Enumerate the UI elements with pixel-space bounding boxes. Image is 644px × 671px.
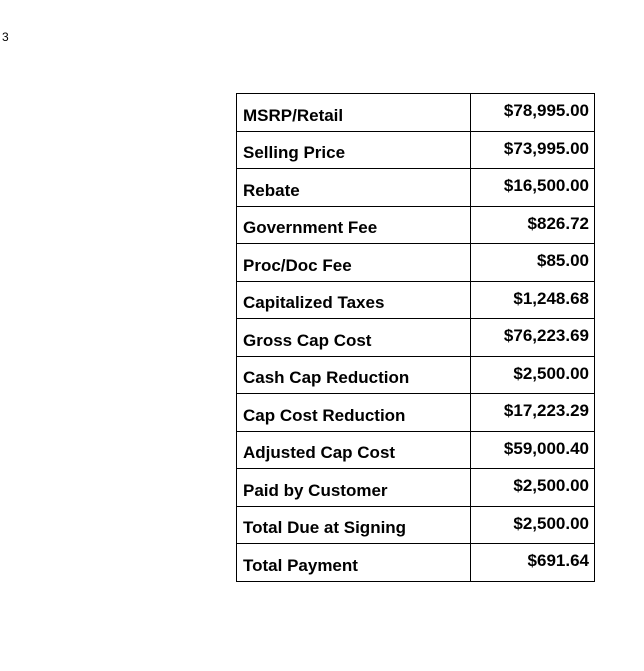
- table-row-government-fee: [237, 206, 595, 244]
- row-label: Rebate: [237, 169, 471, 207]
- row-value: $16,500.00: [471, 169, 595, 207]
- row-value: $85.00: [471, 244, 595, 282]
- row-value: $76,223.69: [471, 319, 595, 357]
- table-row-selling-price: [237, 131, 595, 169]
- row-value: $2,500.00: [471, 469, 595, 507]
- table-row-total-payment: [237, 544, 595, 582]
- row-value: $59,000.40: [471, 431, 595, 469]
- row-label: Total Payment: [237, 544, 471, 582]
- row-label: Cash Cap Reduction: [237, 356, 471, 394]
- row-label: Proc/Doc Fee: [237, 244, 471, 282]
- row-label: Capitalized Taxes: [237, 281, 471, 319]
- row-label: Paid by Customer: [237, 469, 471, 507]
- page-number: 3: [2, 30, 9, 44]
- table-row-rebate: [237, 169, 595, 207]
- table-row-msrp-retail: [237, 94, 595, 132]
- row-value: $17,223.29: [471, 394, 595, 432]
- row-value: $2,500.00: [471, 356, 595, 394]
- row-label: Adjusted Cap Cost: [237, 431, 471, 469]
- row-label: Selling Price: [237, 131, 471, 169]
- row-value: $826.72: [471, 206, 595, 244]
- lease-summary-table: [236, 93, 595, 582]
- table-row-cash-cap-reduction: [237, 356, 595, 394]
- row-value: $2,500.00: [471, 506, 595, 544]
- row-label: Gross Cap Cost: [237, 319, 471, 357]
- table-row-capitalized-taxes: [237, 281, 595, 319]
- row-value: $78,995.00: [471, 94, 595, 132]
- table-row-proc-doc-fee: [237, 244, 595, 282]
- row-label: MSRP/Retail: [237, 94, 471, 132]
- row-value: $1,248.68: [471, 281, 595, 319]
- row-label: Government Fee: [237, 206, 471, 244]
- table-row-gross-cap-cost: [237, 319, 595, 357]
- table-row-paid-by-customer: [237, 469, 595, 507]
- table-row-adjusted-cap-cost: [237, 431, 595, 469]
- table-row-cap-cost-reduction: [237, 394, 595, 432]
- row-value: $73,995.00: [471, 131, 595, 169]
- row-label: Total Due at Signing: [237, 506, 471, 544]
- row-value: $691.64: [471, 544, 595, 582]
- row-label: Cap Cost Reduction: [237, 394, 471, 432]
- table-row-total-due-at-signing: [237, 506, 595, 544]
